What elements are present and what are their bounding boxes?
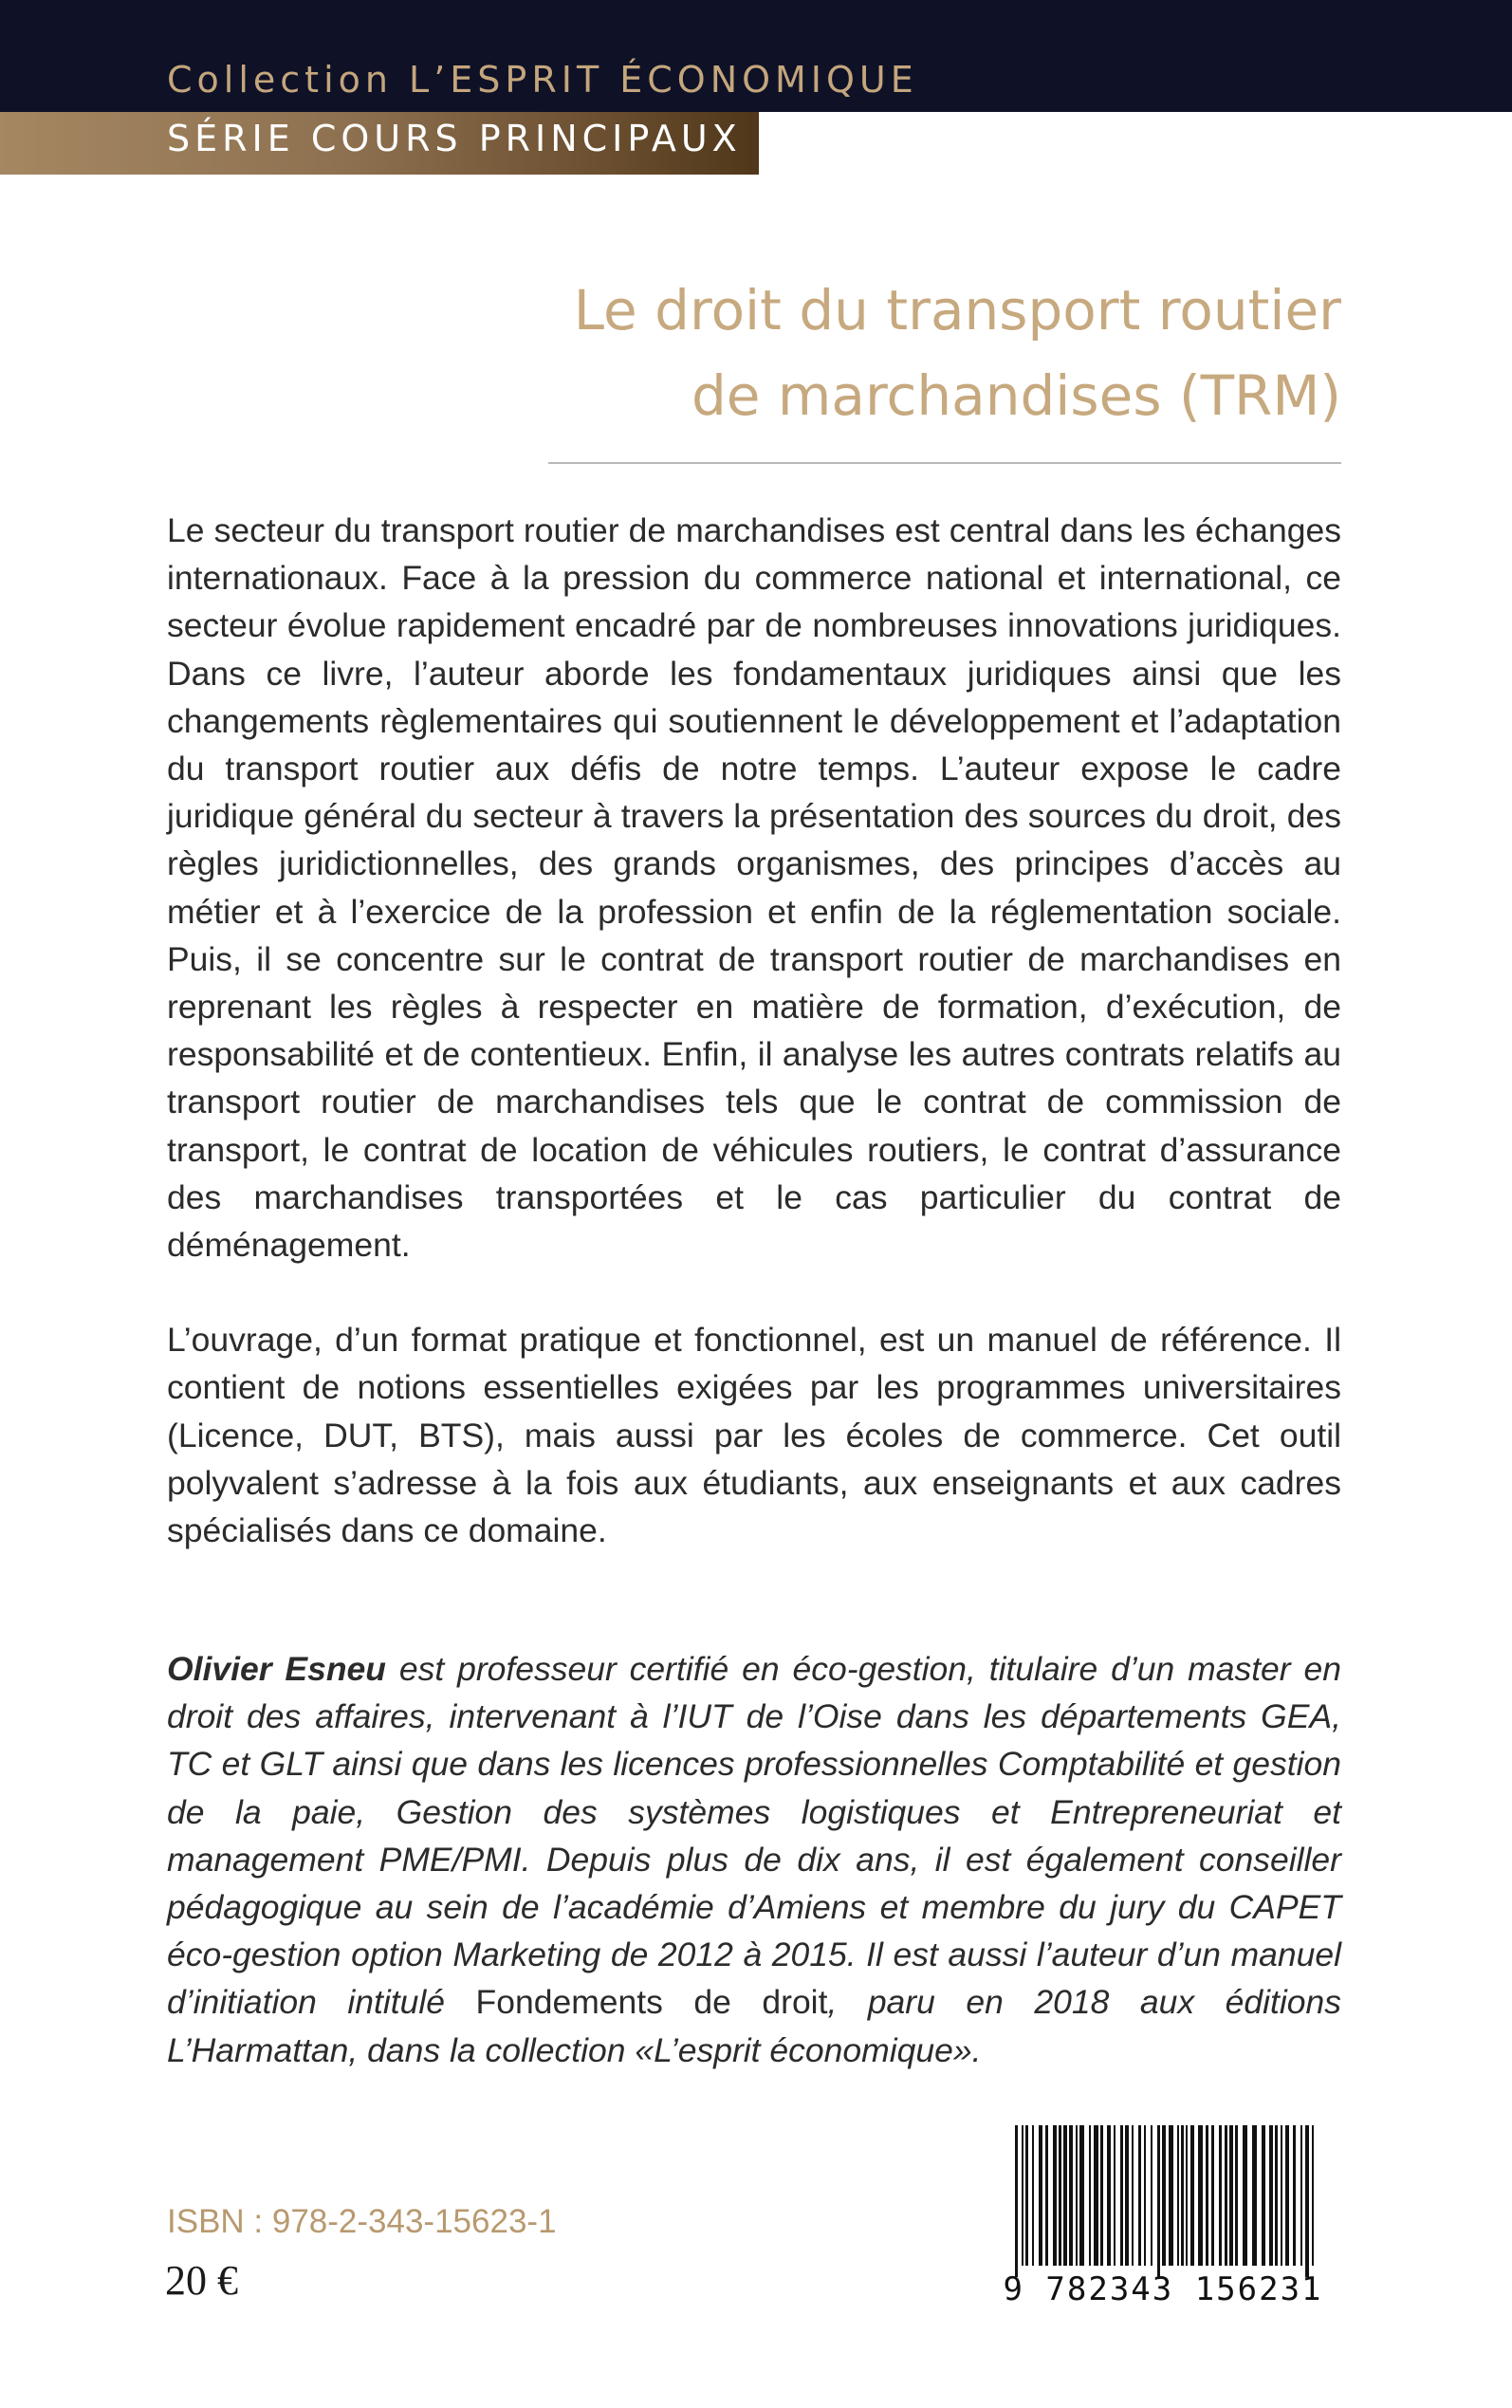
barcode-bar [1079, 2125, 1084, 2266]
barcode-bar [1229, 2125, 1233, 2266]
barcode-bar [1235, 2125, 1238, 2266]
barcode-bar [1069, 2125, 1073, 2266]
summary-paragraph-2: L’ouvrage, d’un format pratique et fonctionnel, est un manuel de référence. Il contient de notions essentielles exigées par les programmes universitaires (Licence, DUT, BTS), mais aussi par les écoles de commerce. Cet outil polyvalent s’adresse à la fois aux étudiants, aux enseignants et aux cadres spécialisés dans ce domaine. [167, 1321, 1341, 1550]
author-bio-text-2: , paru en 2018 aux éditions L’Harmattan, dans la collection «L’esprit économique». [167, 1983, 1341, 2069]
barcode-bar [1281, 2125, 1282, 2266]
barcode-bar [1269, 2125, 1273, 2266]
barcode-bar [1039, 2125, 1042, 2266]
barcode-bar [1151, 2125, 1152, 2266]
book-title-line-1: Le droit du transport routier [573, 278, 1341, 343]
book-summary [167, 507, 1341, 1554]
barcode-bar [1032, 2125, 1034, 2266]
summary-paragraph-1: Le secteur du transport routier de marchandises est central dans les échanges internationaux. Face à la pression du commerce national et international, ce secteur évolue rapidement encadré par de nombreuses innovations juridiques. Dans ce livre, l’auteur aborde les fondamentaux juridiques ainsi que les changements règlementaires qui soutiennent le développement et l’adaptation du transport routier aux défis de notre temps. L’auteur expose le cadre juridique général du secteur à travers la présentation des sources du droit, des règles juridictionnelles, des grands organismes, des principes d’accès au métier et à l’exercice de la profession et enfin de la réglementation sociale. Puis, il se concentre sur le contrat de transport routier de marchandises en reprenant les règles à respecter en matière de formation, d’exécution, de responsabilité et de contentieux. Enfin, il analyse les autres contrats relatifs au transport routier de marchandises tels que le contrat de commission de transport, le contrat de location de véhicules routiers, le contrat d’assurance des marchandises transportées et le cas particulier du contrat de déménagement. [167, 511, 1341, 1265]
barcode-bar [1285, 2125, 1289, 2266]
barcode-bar [1293, 2125, 1296, 2266]
barcode-bar [1076, 2125, 1078, 2266]
barcode-bar [1300, 2125, 1302, 2266]
barcode-bar [1305, 2125, 1309, 2277]
barcode-bar [1022, 2125, 1023, 2266]
barcode-digits: 9 782343 156231 [1003, 2270, 1323, 2308]
barcode-bar [1015, 2125, 1018, 2277]
barcode-bar [1225, 2125, 1227, 2266]
barcode-bar [1125, 2125, 1129, 2266]
author-bio [167, 1645, 1341, 2074]
barcode-bar [1138, 2125, 1141, 2266]
barcode-bar [1063, 2125, 1067, 2266]
barcode-bar [1198, 2125, 1203, 2266]
series-name: SÉRIE COURS PRINCIPAUX [167, 118, 742, 159]
barcode-bar [1190, 2125, 1194, 2266]
author-name: Olivier Esneu [167, 1650, 386, 1688]
title-divider [548, 462, 1341, 464]
barcode-bar [1275, 2125, 1278, 2266]
author-bio-text-1: est professeur certifié en éco-gestion, titulaire d’un master en droit des affaires, intervenant à l’IUT de l’Oise dans les départements GEA, TC et GLT ainsi que dans les licences professionnelles Comptabilité et gestion de la paie, Gestion des systèmes logistiques et Entrepreneuriat et management PME/PMI. Depuis plus de dix ans, il est également conseiller pédagogique au sein de l’académie d’Amiens et membre du jury du CAPET éco-gestion option Marketing de 2012 à 2015. Il est aussi l’auteur d’un manuel d’initiation intitulé [167, 1650, 1342, 2022]
barcode-bar [1181, 2125, 1184, 2266]
barcode-bar [1025, 2125, 1028, 2266]
barcode-bar [1107, 2125, 1111, 2266]
barcode-bar [1262, 2125, 1265, 2266]
barcode-bar [1186, 2125, 1188, 2266]
barcode-bar [1114, 2125, 1116, 2266]
barcode-bar [1169, 2125, 1173, 2266]
barcode-bar [1219, 2125, 1222, 2266]
barcode-bar [1059, 2125, 1061, 2266]
barcode-bar [1144, 2125, 1146, 2266]
barcode-bar [1100, 2125, 1103, 2266]
collection-name: Collection L’ESPRIT ÉCONOMIQUE [167, 59, 918, 101]
barcode-bar [1132, 2125, 1134, 2266]
barcode-bar [1312, 2125, 1314, 2266]
barcode-bar [1094, 2125, 1098, 2266]
barcode-bar [1053, 2125, 1057, 2266]
barcode-bar [1252, 2125, 1257, 2266]
book-title-line-2: de marchandises (TRM) [691, 363, 1341, 428]
barcode-bar [1157, 2125, 1160, 2277]
author-previous-book-title: Fondements de droit [475, 1983, 828, 2022]
barcode-bar [1089, 2125, 1091, 2266]
barcode-bar [1177, 2125, 1179, 2266]
book-title [393, 268, 1341, 438]
barcode-bar [1206, 2125, 1208, 2266]
price: 20 € [165, 2257, 238, 2304]
barcode-bar [1045, 2125, 1048, 2266]
barcode-bar [1243, 2125, 1247, 2266]
barcode-bar [1211, 2125, 1214, 2266]
barcode-bar [1162, 2125, 1166, 2266]
barcode [994, 2125, 1332, 2306]
isbn: ISBN : 978-2-343-15623-1 [167, 2203, 557, 2240]
barcode-bar [1120, 2125, 1123, 2266]
